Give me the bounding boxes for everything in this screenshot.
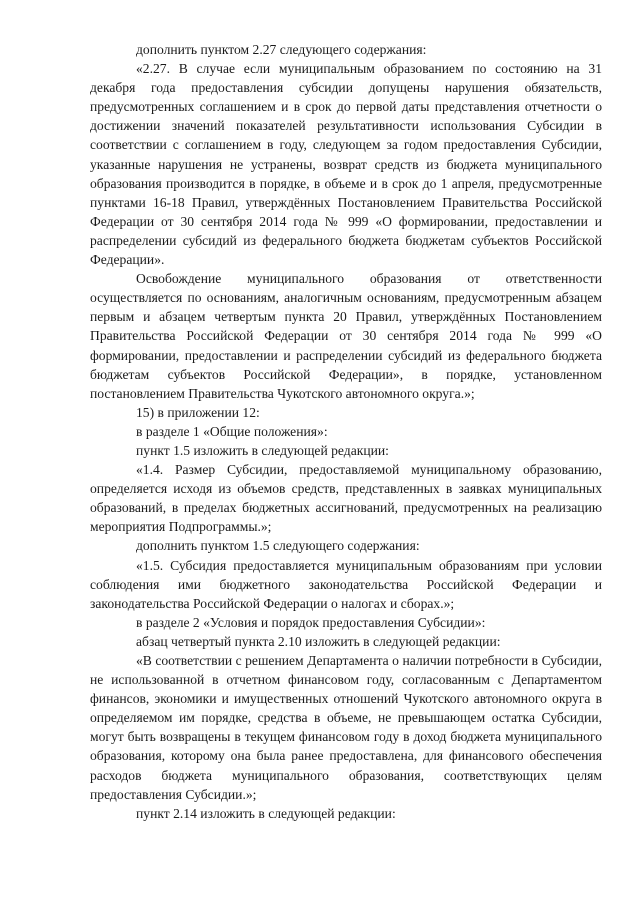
paragraph: «1.5. Субсидия предоставляется муниципальным образованиям при условии соблюдения ими бюджетного законодательства Российской Федерации и законодательства Российской Федерации о налогах и сборах.»; [90, 557, 602, 611]
paragraph: Освобождение муниципального образования от ответственности осуществляется по основаниям, аналогичным основаниям, предусмотренным абзацем первым и абзацем четвертым пункта 20 Правил, утверждённых Постановлением Правительства Российской Федерации от 30 сентября 2014 года № 999 «О формировании, предоставлении и распределении субсидий из федерального бюджета бюджетам субъектов Российской Федерации», в порядке, установленном постановлением Правительства Чукотского автономного округа.»; [90, 271, 602, 401]
paragraph: абзац четвертый пункта 2.10 изложить в следующей редакции: [136, 633, 501, 649]
paragraph: «2.27. В случае если муниципальным образованием по состоянию на 31 декабря года предоставления субсидии допущены нарушения обязательств, предусмотренных соглашением и в срок до первой даты представления отчетности о достижении значений показателей результативности использования Субсидии в соответствии с соглашением в году, следующем за годом предоставления Субсидии, указанные нарушения не устранены, возврат средств из бюджета муниципального образования производится в порядке, в объеме и в срок до 1 апреля, предусмотренные пунктами 16-18 Правил, утверждённых Постановлением Правительства Российской Федерации от 30 сентября 2014 года № 999 «О формировании, предоставлении и распределении субсидий из федерального бюджета бюджетам субъектов Российской Федерации». [90, 61, 602, 268]
document-body [90, 40, 602, 823]
paragraph: «В соответствии с решением Департамента о наличии потребности в Субсидии, не использованной в отчетном финансовом году, согласованным с Департаментом финансов, экономики и имущественных отношений Чукотского автономного округа в определяемом им порядке, средства в объеме, не превышающем остатка Субсидии, могут быть возвращены в текущем финансовом году в доход бюджета муниципального образования, которому она была ранее предоставлена, для финансового обеспечения расходов бюджета муниципального образования, соответствующих целям предоставления Субсидии.»; [90, 653, 602, 802]
paragraph: «1.4. Размер Субсидии, предоставляемой муниципальному образованию, определяется исходя из объемов средств, представленных в заявках муниципальных образований, в пределах бюджетных ассигнований, предусмотренных на реализацию мероприятия Подпрограммы.»; [90, 462, 602, 535]
paragraph: в разделе 2 «Условия и порядок предоставления Субсидии»: [136, 614, 486, 630]
paragraph: в разделе 1 «Общие положения»: [136, 423, 328, 439]
paragraph: пункт 1.5 изложить в следующей редакции: [136, 442, 389, 458]
paragraph: 15) в приложении 12: [136, 404, 260, 420]
paragraph: дополнить пунктом 2.27 следующего содержания: [136, 42, 427, 57]
paragraph: дополнить пунктом 1.5 следующего содержания: [136, 538, 420, 554]
paragraph: пункт 2.14 изложить в следующей редакции: [136, 805, 396, 821]
